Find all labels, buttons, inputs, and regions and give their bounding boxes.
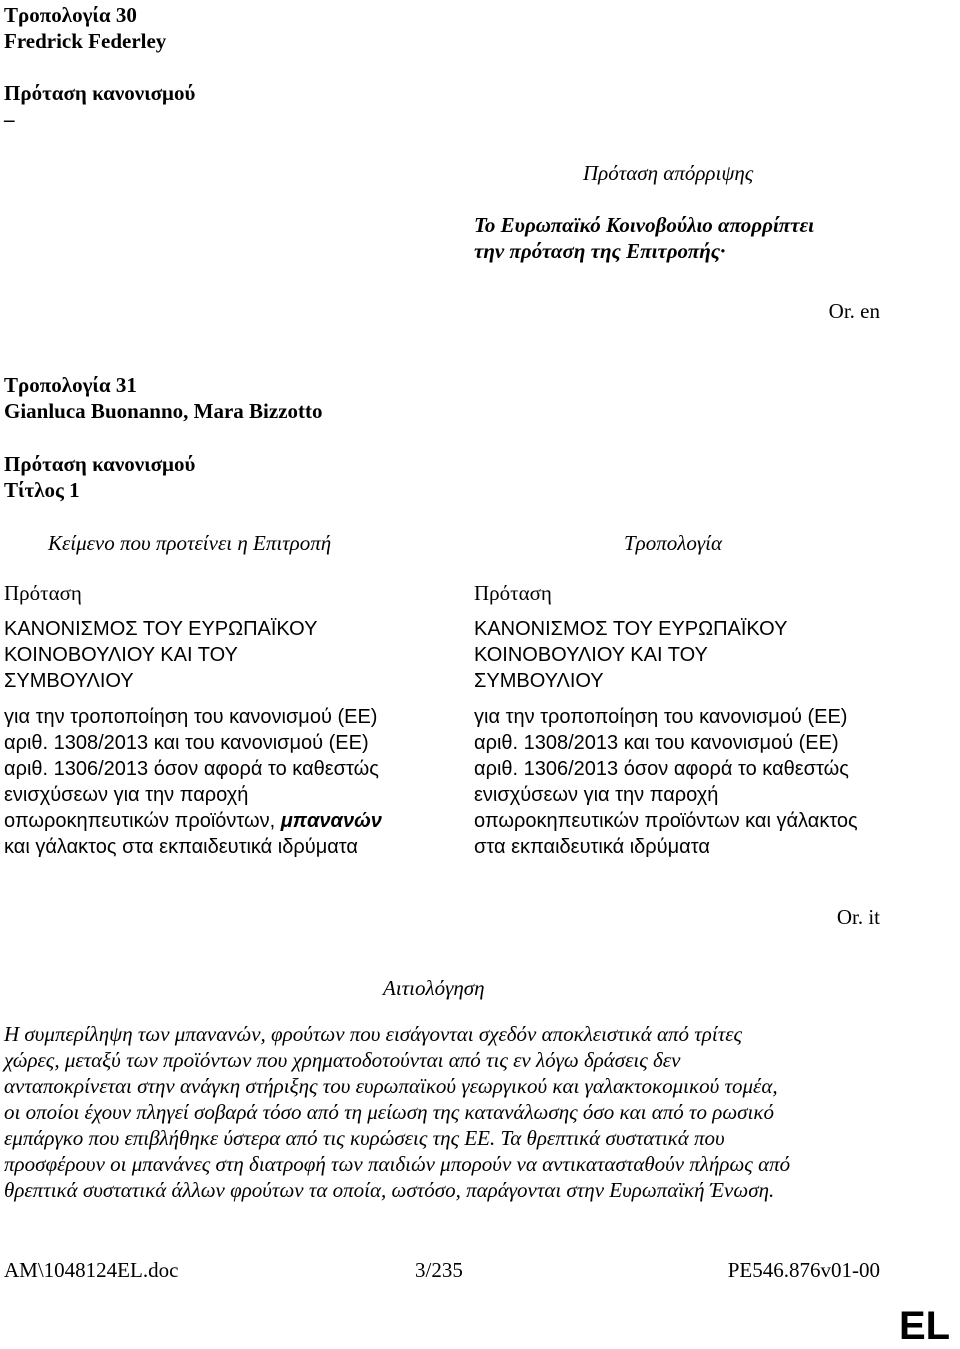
- rejection-text-line-2: την πρόταση της Επιτροπής·: [474, 239, 726, 263]
- left-body-line: αριθ. 1308/2013 και του κανονισμού (ΕΕ): [4, 732, 369, 754]
- left-body-line: και γάλακτος στα εκπαιδευτικά ιδρύματα: [4, 836, 358, 858]
- right-label: Πρόταση: [474, 581, 552, 605]
- amendment-31-title: Τροπολογία 31: [4, 373, 137, 397]
- amendment-30-dash: –: [4, 107, 15, 131]
- footer-pe-ref: PE546.876v01-00: [727, 1258, 880, 1282]
- amendment-31-original-language: Or. it: [836, 905, 880, 929]
- amendment-31-subreference: Τίτλος 1: [4, 478, 80, 502]
- right-body-line: για την τροποποίηση του κανονισμού (ΕΕ): [474, 706, 848, 728]
- right-body-line: αριθ. 1306/2013 όσον αφορά το καθεστώς: [474, 758, 849, 780]
- left-title-line: ΚΑΝΟΝΙΣΜΟΣ ΤΟΥ ΕΥΡΩΠΑΪΚΟΥ: [4, 618, 318, 640]
- justification-line: Η συμπερίληψη των μπανανών, φρούτων που εισάγονται σχεδόν αποκλειστικά από τρίτες: [4, 1022, 743, 1046]
- left-body-line: αριθ. 1306/2013 όσον αφορά το καθεστώς: [4, 758, 379, 780]
- justification-line: οι οποίοι έχουν πληγεί σοβαρά τόσο από τη μείωση της κατανάλωσης όσο και από το ρωσικό: [4, 1100, 774, 1124]
- left-title-line: ΣΥΜΒΟΥΛΙΟΥ: [4, 670, 134, 692]
- amendment-30-title: Τροπολογία 30: [4, 3, 137, 27]
- footer-page-number: 3/235: [415, 1258, 463, 1282]
- left-body-line: για την τροποποίηση του κανονισμού (ΕΕ): [4, 706, 378, 728]
- rejection-label: Πρόταση απόρριψης: [583, 161, 754, 185]
- justification-text: [4, 1021, 884, 1203]
- justification-label: Αιτιολόγηση: [383, 976, 485, 1000]
- right-column-header: Τροπολογία: [624, 531, 723, 555]
- justification-line: χώρες, μεταξύ των προϊόντων που χρηματοδοτούνται από τις εν λόγω δράσεις δεν: [4, 1048, 681, 1072]
- amendment-30-author: Fredrick Federley: [4, 29, 167, 53]
- left-title-line: ΚΟΙΝΟΒΟΥΛΙΟΥ ΚΑΙ ΤΟΥ: [4, 644, 238, 666]
- right-body-line: οπωροκηπευτικών προϊόντων και γάλακτος: [474, 810, 858, 832]
- left-body-emphasis: μπανανών: [280, 810, 382, 832]
- right-title-line: ΣΥΜΒΟΥΛΙΟΥ: [474, 670, 604, 692]
- justification-line: θρεπτικά συστατικά άλλων φρούτων τα οποία, ωστόσο, παράγονται στην Ευρωπαϊκή Ένωση.: [4, 1178, 775, 1202]
- amendment-31-authors: Gianluca Buonanno, Mara Bizzotto: [4, 399, 323, 423]
- right-body-line: στα εκπαιδευτικά ιδρύματα: [474, 836, 710, 858]
- justification-line: προσφέρουν οι μπανάνες στη διατροφή των παιδιών μπορούν να αντικατασταθούν πλήρως από: [4, 1152, 791, 1176]
- justification-line: ανταποκρίνεται στην ανάγκη στήριξης του ευρωπαϊκού γεωργικού και γαλακτοκομικού τομέα,: [4, 1074, 778, 1098]
- left-column: [4, 580, 424, 860]
- right-body-line: ενισχύσεων για την παροχή: [474, 784, 719, 806]
- right-title-line: ΚΟΙΝΟΒΟΥΛΙΟΥ ΚΑΙ ΤΟΥ: [474, 644, 708, 666]
- left-body-line: ενισχύσεων για την παροχή: [4, 784, 249, 806]
- amendment-30-reference: Πρόταση κανονισμού: [4, 81, 196, 105]
- left-body-line-with-emphasis: [4, 808, 424, 834]
- left-column-header: Κείμενο που προτείνει η Επιτροπή: [48, 531, 332, 555]
- justification-line: εμπάργκο που επιβλήθηκε ύστερα από τις κυρώσεις της ΕΕ. Τα θρεπτικά συστατικά που: [4, 1126, 725, 1150]
- rejection-text-line-1: Το Ευρωπαϊκό Κοινοβούλιο απορρίπτει: [474, 213, 815, 237]
- right-title-line: ΚΑΝΟΝΙΣΜΟΣ ΤΟΥ ΕΥΡΩΠΑΪΚΟΥ: [474, 618, 788, 640]
- amendment-31-reference: Πρόταση κανονισμού: [4, 452, 196, 476]
- footer-doc-ref: AM\1048124EL.doc: [4, 1258, 179, 1282]
- right-column: [474, 580, 894, 860]
- right-body-line: αριθ. 1308/2013 και του κανονισμού (ΕΕ): [474, 732, 839, 754]
- left-body-line5-prefix: οπωροκηπευτικών προϊόντων,: [4, 810, 281, 832]
- amendment-30-original-language: Or. en: [828, 299, 880, 323]
- language-code: EL: [899, 1304, 951, 1348]
- left-label: Πρόταση: [4, 581, 82, 605]
